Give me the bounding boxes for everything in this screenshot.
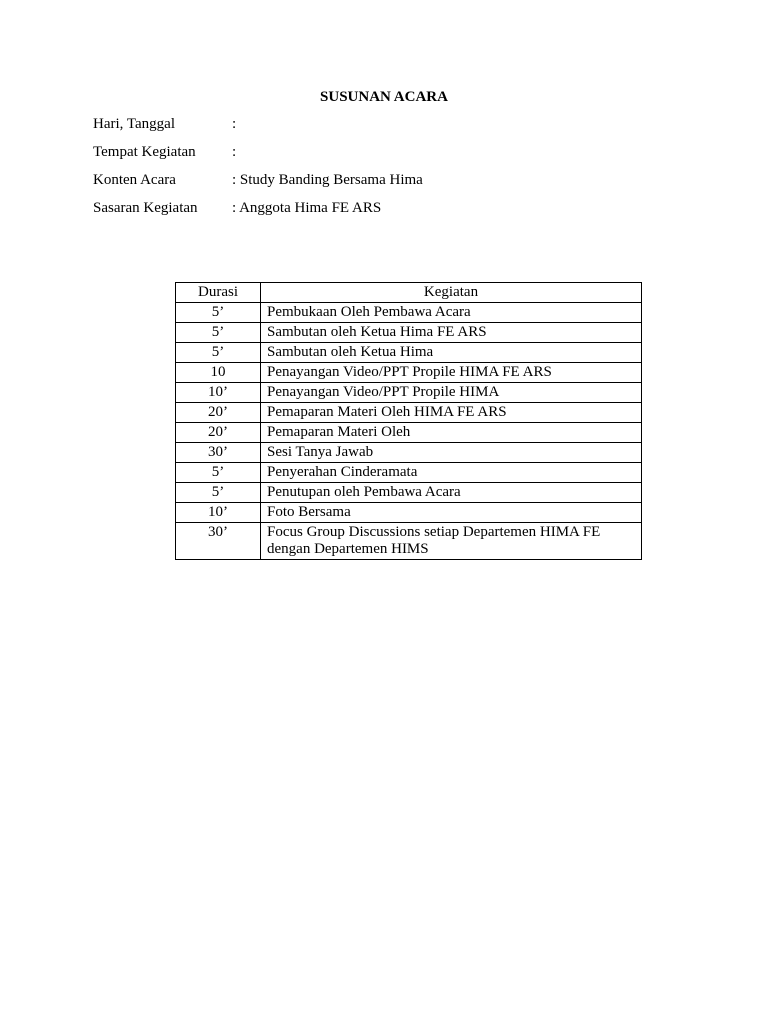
table-header-row	[176, 283, 642, 303]
header-kegiatan: Kegiatan	[261, 283, 642, 303]
kegiatan-cell: Penyerahan Cinderamata	[261, 463, 642, 483]
info-value: :	[232, 144, 237, 160]
table-row	[176, 363, 642, 383]
durasi-cell: 30’	[176, 443, 261, 463]
durasi-cell: 5’	[176, 303, 261, 323]
kegiatan-cell: Sambutan oleh Ketua Hima	[261, 343, 642, 363]
info-row-date	[93, 114, 653, 142]
event-info-list	[93, 114, 653, 226]
durasi-cell: 10’	[176, 383, 261, 403]
page-title: SUSUNAN ACARA	[320, 89, 448, 105]
kegiatan-cell: Foto Bersama	[261, 503, 642, 523]
kegiatan-cell: Pembukaan Oleh Pembawa Acara	[261, 303, 642, 323]
durasi-cell: 10	[176, 363, 261, 383]
kegiatan-cell: Penayangan Video/PPT Propile HIMA FE ARS	[261, 363, 642, 383]
info-label: Konten Acara	[93, 172, 176, 188]
info-label: Tempat Kegiatan	[93, 144, 196, 160]
durasi-cell: 20’	[176, 403, 261, 423]
info-value: :	[232, 116, 237, 132]
durasi-cell: 5’	[176, 483, 261, 503]
table-row	[176, 383, 642, 403]
kegiatan-cell: Penayangan Video/PPT Propile HIMA	[261, 383, 642, 403]
kegiatan-cell: Pemaparan Materi Oleh	[261, 423, 642, 443]
kegiatan-cell: Sambutan oleh Ketua Hima FE ARS	[261, 323, 642, 343]
durasi-cell: 20’	[176, 423, 261, 443]
info-value: : Study Banding Bersama Hima	[232, 172, 423, 188]
table-row	[176, 323, 642, 343]
header-durasi: Durasi	[176, 283, 261, 303]
durasi-cell: 30’	[176, 523, 261, 560]
info-row-location	[93, 142, 653, 170]
info-row-target	[93, 198, 653, 226]
table-row	[176, 463, 642, 483]
table-row	[176, 503, 642, 523]
schedule-table	[175, 282, 642, 560]
durasi-cell: 10’	[176, 503, 261, 523]
table-row	[176, 423, 642, 443]
table-row	[176, 443, 642, 463]
durasi-cell: 5’	[176, 323, 261, 343]
durasi-cell: 5’	[176, 343, 261, 363]
table-row	[176, 403, 642, 423]
kegiatan-cell: Pemaparan Materi Oleh HIMA FE ARS	[261, 403, 642, 423]
table-row	[176, 343, 642, 363]
durasi-cell: 5’	[176, 463, 261, 483]
table-row	[176, 523, 642, 560]
table-row	[176, 483, 642, 503]
kegiatan-cell: Sesi Tanya Jawab	[261, 443, 642, 463]
info-label: Sasaran Kegiatan	[93, 200, 198, 216]
info-value: : Anggota Hima FE ARS	[232, 200, 382, 216]
info-row-content	[93, 170, 653, 198]
kegiatan-cell: Penutupan oleh Pembawa Acara	[261, 483, 642, 503]
kegiatan-cell: Focus Group Discussions setiap Departemen HIMA FE dengan Departemen HIMS	[261, 523, 642, 560]
table-row	[176, 303, 642, 323]
info-label: Hari, Tanggal	[93, 116, 175, 132]
